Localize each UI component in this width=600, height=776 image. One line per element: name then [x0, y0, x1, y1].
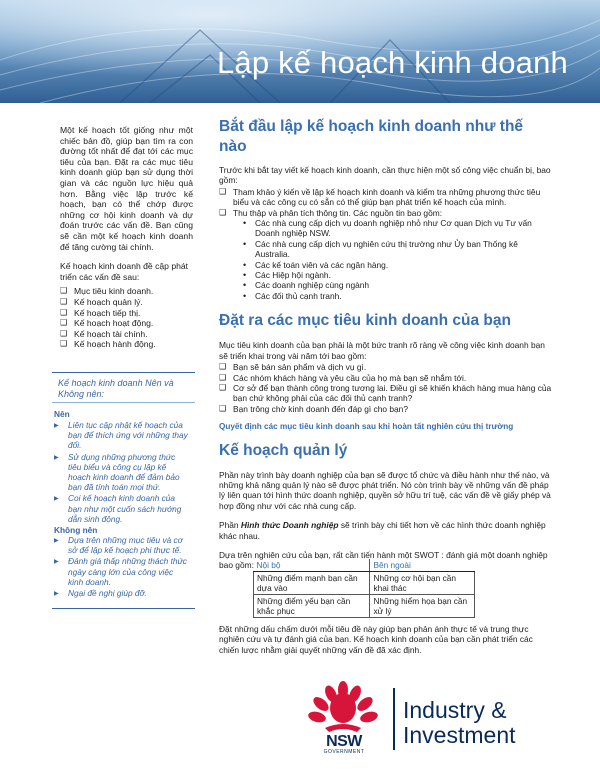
column-header: Bên ngoài: [370, 559, 475, 572]
column-header: Nội bộ: [254, 559, 370, 572]
list-item: • Các đối thủ cạnh tranh.: [241, 291, 554, 301]
list-item: ▶ Coi kế hoạch kinh doanh của bạn như một cuốn sách hướng dẫn sinh động.: [54, 493, 190, 524]
swot-followup-paragraph: Đặt những dấu chấm dưới mỗi tiêu đề này giúp bạn phản ánh thực tế và trung thực nghiên cứu và tự đánh giá của bạn. Kế hoạch kinh doanh của bạn cần phát triển các chiến lược nhằm giải quyết những vấn đề đã xác định.: [219, 624, 533, 655]
box-bottom-rule: [52, 608, 195, 609]
nsw-industry-investment-logo: [307, 680, 557, 760]
list-item: ❑ Kế hoạch tài chính.: [60, 329, 193, 340]
list-item: • Các doanh nghiệp cùng ngành: [241, 280, 554, 290]
information-sources-list: [241, 218, 554, 301]
box-divider: [52, 402, 195, 403]
do-list: [54, 420, 190, 525]
dos-and-donts-box: [52, 372, 195, 609]
box-top-rule: [52, 372, 195, 373]
dos-donts-heading: Kế hoạch kinh doanh Nên và Không nên:: [58, 378, 174, 399]
market-research-note: Quyết định các mục tiêu kinh doanh sau khi hoàn tất nghiên cứu thị trường: [219, 422, 514, 432]
paragraph-text: sẽ trình bày chi tiết hơn về các hình thức doanh nghiệp khác nhau.: [219, 520, 546, 541]
list-item: ❑ Kế hoạch hoạt động.: [60, 318, 193, 329]
do-label: Nên: [54, 409, 70, 419]
list-item: • Các nhà cung cấp dịch vụ nghiên cứu thị trường như Ủy ban Thống kê Australia.: [241, 239, 554, 260]
logo-divider: [393, 688, 395, 750]
list-item: ❑ Kế hoạch quản lý.: [60, 297, 193, 308]
business-structure-link-text: Hình thức Doanh nghiệp: [240, 520, 339, 531]
preparation-list: [219, 187, 554, 301]
list-item: ❑ Bạn sẽ bán sản phẩm và dịch vụ gì.: [219, 362, 554, 372]
intro-paragraph: Một kế hoạch tốt giống như một chiếc bản đồ, giúp bạn tìm ra con đường tốt nhất để đạt tới các mục tiêu của bạn. Đặt ra các mục tiêu kinh doanh giúp bạn sử dụng thời gian và các nguồn lực hiệu quả hơn. Bằng việc lập trước kế hoạch, bạn có thể chớp được những cơ hội kinh doanh và dự đoán trước các vấn đề. Bạn cũng sẽ cần một kế hoạch kinh doanh để tăng cường tài chính.: [60, 125, 193, 252]
table-row: [254, 595, 475, 618]
table-row: [254, 572, 475, 595]
list-item: ▶ Ngại đề nghị giúp đỡ.: [54, 588, 190, 598]
table-cell: Những hiểm họa bạn cần xử lý: [370, 595, 475, 618]
list-item: ▶ Dựa trên những mục tiêu và cơ sở để lập kế hoạch phi thực tế.: [54, 535, 190, 555]
business-structure-paragraph: [219, 520, 554, 541]
section-heading-management: Kế hoạch quản lý: [219, 441, 348, 459]
objectives-intro: Mục tiêu kinh doanh của bạn phải là một bức tranh rõ ràng về công việc kinh doanh bạn sẽ triển khai trong vài năm tới bao gồm:: [219, 340, 545, 361]
list-item: ❑ Cơ sở để bạn thành công trong tương lai. Điều gì sẽ khiến khách hàng mua hàng của bạn chứ không phải của các đối thủ cạnh tranh?: [219, 383, 554, 404]
brand-line-2: Investment: [403, 722, 516, 748]
dont-list: [54, 535, 190, 599]
list-item: ❑ Kế hoạch tiếp thị.: [60, 308, 193, 319]
list-item: ❑ Các nhóm khách hàng và yêu cầu của họ mà bạn sẽ nhắm tới.: [219, 373, 554, 383]
management-paragraph: Phần này trình bày doanh nghiệp của bạn sẽ được tổ chức và điều hành như thế nào, và những khả năng quản lý nào sẽ được phát triển. Nó còn trình bày về những vấn đề pháp lý liên quan tới hình thức doanh nghiệp, quyền sở hữu trí tuệ, các vấn đề về giấy phép và hợp đồng như với các nhà cung cấp.: [219, 469, 551, 511]
intro-column: [60, 125, 193, 350]
swot-intro: Dựa trên nghiên cứu của bạn, rất cần tiến hành một SWOT : đánh giá một doanh nghiệp bao gồm:: [219, 549, 548, 571]
list-item-text: Thu thập và phân tích thông tin. Các nguồn tin bao gồm:: [233, 207, 443, 218]
list-item: ❑ Tham khảo ý kiến về lập kế hoạch kinh doanh và kiểm tra những phương thức tiêu biểu và các công cụ có sẵn có thể giúp bạn phát triển kế hoạch của mình.: [219, 187, 554, 208]
list-item: [219, 208, 554, 302]
getting-started-intro: Trước khi bắt tay viết kế hoạch kinh doanh, cần thực hiện một số công việc chuẩn bị, bao gồm:: [219, 165, 551, 186]
dont-label: Không nên: [54, 525, 98, 535]
section-heading-objectives: Đặt ra các mục tiêu kinh doanh của bạn: [219, 312, 511, 330]
list-item: ❑ Mục tiêu kinh doanh.: [60, 286, 193, 297]
plan-components-lead: Kế hoạch kinh doanh đề cập phát triển các vấn đề sau:: [60, 261, 189, 282]
table-header-row: [254, 559, 475, 572]
page-title: Lập kế hoạch kinh doanh: [216, 45, 568, 80]
list-item: • Các nhà cung cấp dịch vụ doanh nghiệp nhỏ như Cơ quan Dịch vụ Tư vấn Doanh nghiệp NSW.: [241, 218, 554, 239]
list-item: ▶ Liên tục cập nhật kế hoạch của bạn để thích ứng với những thay đổi.: [54, 420, 190, 451]
section-heading-getting-started: Bắt đầu lập kế hoạch kinh doanh như thế nào: [219, 118, 524, 155]
list-item: ▶ Đánh giá thấp những thách thức ngày càng lớn của công việc kinh doanh.: [54, 556, 190, 587]
objectives-list: [219, 362, 554, 414]
government-wordmark: GOVERNMENT: [323, 749, 365, 755]
list-item: • Các Hiệp hội ngành.: [241, 270, 554, 280]
swot-table: [253, 559, 475, 618]
table-cell: Những cơ hội bạn cần khai thác: [370, 572, 475, 595]
paragraph-text: Phần: [219, 520, 241, 531]
plan-components-list: [60, 286, 193, 350]
brand-line-1: Industry &: [403, 697, 507, 723]
table-cell: Những điểm yếu bạn cần khắc phục: [254, 595, 370, 618]
nsw-wordmark: NSW: [326, 733, 362, 750]
list-item: ❑ Bạn trông chờ kinh doanh đến đáp gì cho bạn?: [219, 404, 554, 414]
header-banner: [0, 0, 600, 103]
list-item: • Các kế toán viên và các ngân hàng.: [241, 260, 554, 270]
list-item: ▶ Sử dụng những phương thức tiêu biểu và công cụ lập kế hoạch kinh doanh để đảm bảo bạn đã tính toán mọi thứ.: [54, 452, 190, 493]
table-cell: Những điểm mạnh bạn cần dựa vào: [254, 572, 370, 595]
list-item: ❑ Kế hoạch hành động.: [60, 339, 193, 350]
main-content: [219, 117, 554, 571]
